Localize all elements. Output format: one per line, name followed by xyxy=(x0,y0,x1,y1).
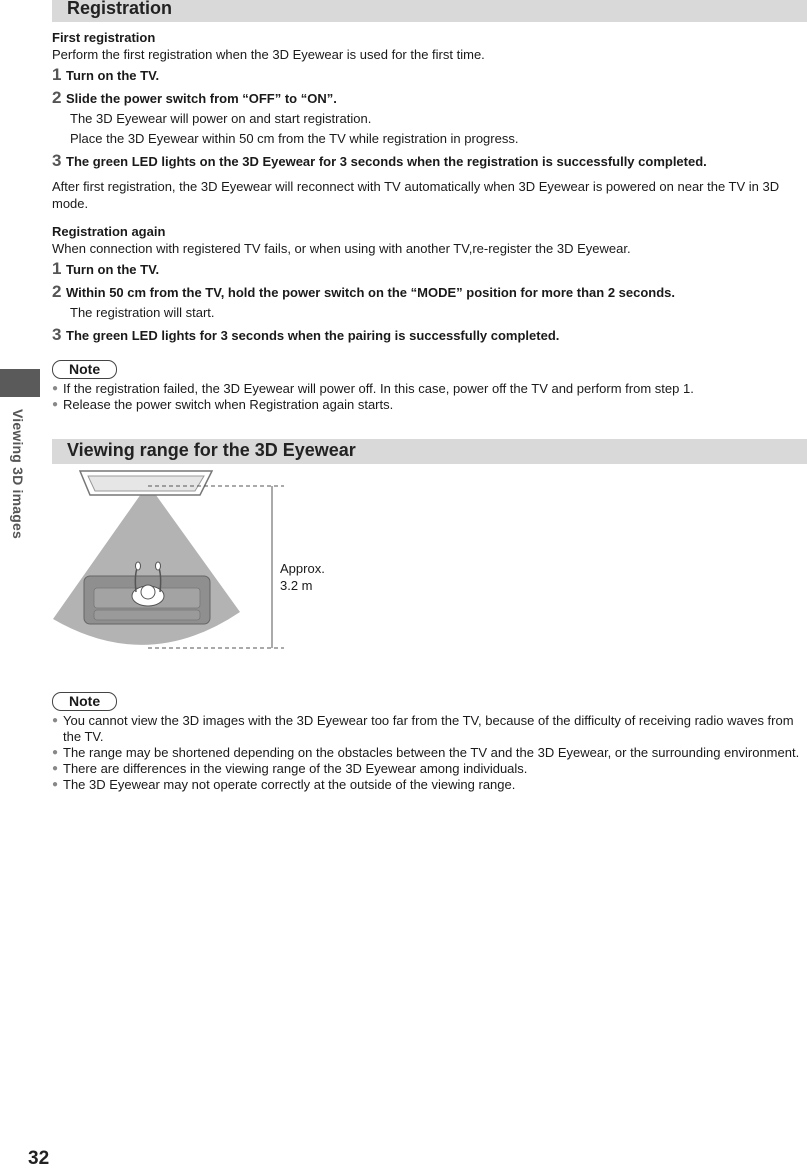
note-text: The range may be shortened depending on the obstacles between the TV and the 3D Eyewear, or the surrounding environment. xyxy=(63,745,800,760)
step-text: Turn on the TV. xyxy=(66,262,160,277)
step-number: 2 xyxy=(52,88,62,107)
step-number: 1 xyxy=(52,259,62,278)
viewing-range-diagram xyxy=(52,464,807,664)
note-item xyxy=(52,397,807,413)
step-text: Within 50 cm from the TV, hold the power switch on the “MODE” position for more than 2 seconds. xyxy=(66,285,676,300)
page-number: 32 xyxy=(28,1148,50,1169)
side-label: Viewing 3D images xyxy=(10,409,26,539)
step-text: The green LED lights for 3 seconds when the pairing is successfully completed. xyxy=(66,328,560,343)
step-text: Turn on the TV. xyxy=(66,68,160,83)
note-text: Release the power switch when Registration again starts. xyxy=(63,397,394,412)
distance-label xyxy=(280,560,325,594)
note-text: There are differences in the viewing range of the 3D Eyewear among individuals. xyxy=(63,761,528,776)
first-registration-heading: First registration xyxy=(52,30,156,45)
first-step-1 xyxy=(52,65,807,86)
bullet-dot-icon: ● xyxy=(52,763,59,774)
distance-label-value: 3.2 m xyxy=(280,578,313,593)
page-content xyxy=(52,0,807,793)
step-text: The green LED lights on the 3D Eyewear for 3 seconds when the registration is successfully completed. xyxy=(66,154,707,169)
viewing-range-header xyxy=(52,439,807,464)
note-text: You cannot view the 3D images with the 3D Eyewear too far from the TV, because of the difficulty of receiving radio waves from the TV. xyxy=(63,713,794,744)
note-item xyxy=(52,713,807,745)
note-item xyxy=(52,777,807,793)
tv-icon xyxy=(80,471,212,495)
first-registration-intro: Perform the first registration when the 3D Eyewear is used for the first time. xyxy=(52,47,485,62)
step-detail: Place the 3D Eyewear within 50 cm from the TV while registration in progress. xyxy=(70,131,519,146)
registration-again-heading: Registration again xyxy=(52,224,166,239)
note-item xyxy=(52,381,807,397)
viewing-range-title: Viewing range for the 3D Eyewear xyxy=(67,440,356,460)
step-number: 2 xyxy=(52,282,62,301)
first-step-3 xyxy=(52,151,807,172)
bullet-dot-icon: ● xyxy=(52,383,59,394)
side-tab-marker xyxy=(0,369,40,397)
note-item xyxy=(52,761,807,777)
note-item xyxy=(52,745,807,761)
first-step-2 xyxy=(52,88,807,109)
step-detail: The registration will start. xyxy=(70,305,215,320)
step-number: 3 xyxy=(52,325,62,344)
step-detail: The 3D Eyewear will power on and start registration. xyxy=(70,111,372,126)
bullet-dot-icon: ● xyxy=(52,399,59,410)
distance-label-approx: Approx. xyxy=(280,561,325,576)
again-step-3 xyxy=(52,325,807,346)
bullet-dot-icon: ● xyxy=(52,715,59,726)
step-text: Slide the power switch from “OFF” to “ON”. xyxy=(66,91,337,106)
step-number: 3 xyxy=(52,151,62,170)
step-number: 1 xyxy=(52,65,62,84)
after-registration-text: After first registration, the 3D Eyewear will reconnect with TV automatically when 3D Eyewear is powered on near the TV in 3D mode. xyxy=(52,179,780,211)
registration-header xyxy=(52,0,807,22)
bullet-dot-icon: ● xyxy=(52,779,59,790)
bullet-dot-icon: ● xyxy=(52,747,59,758)
note-label: Note xyxy=(52,360,117,379)
note-text: The 3D Eyewear may not operate correctly at the outside of the viewing range. xyxy=(63,777,516,792)
note-label: Note xyxy=(52,692,117,711)
again-step-1 xyxy=(52,259,807,280)
registration-title: Registration xyxy=(67,0,173,18)
side-label-wrap xyxy=(10,409,44,559)
note-text: If the registration failed, the 3D Eyewear will power off. In this case, power off the TV and perform from step 1. xyxy=(63,381,694,396)
registration-again-intro: When connection with registered TV fails, or when using with another TV,re-register the 3D Eyewear. xyxy=(52,241,631,256)
again-step-2 xyxy=(52,282,807,303)
